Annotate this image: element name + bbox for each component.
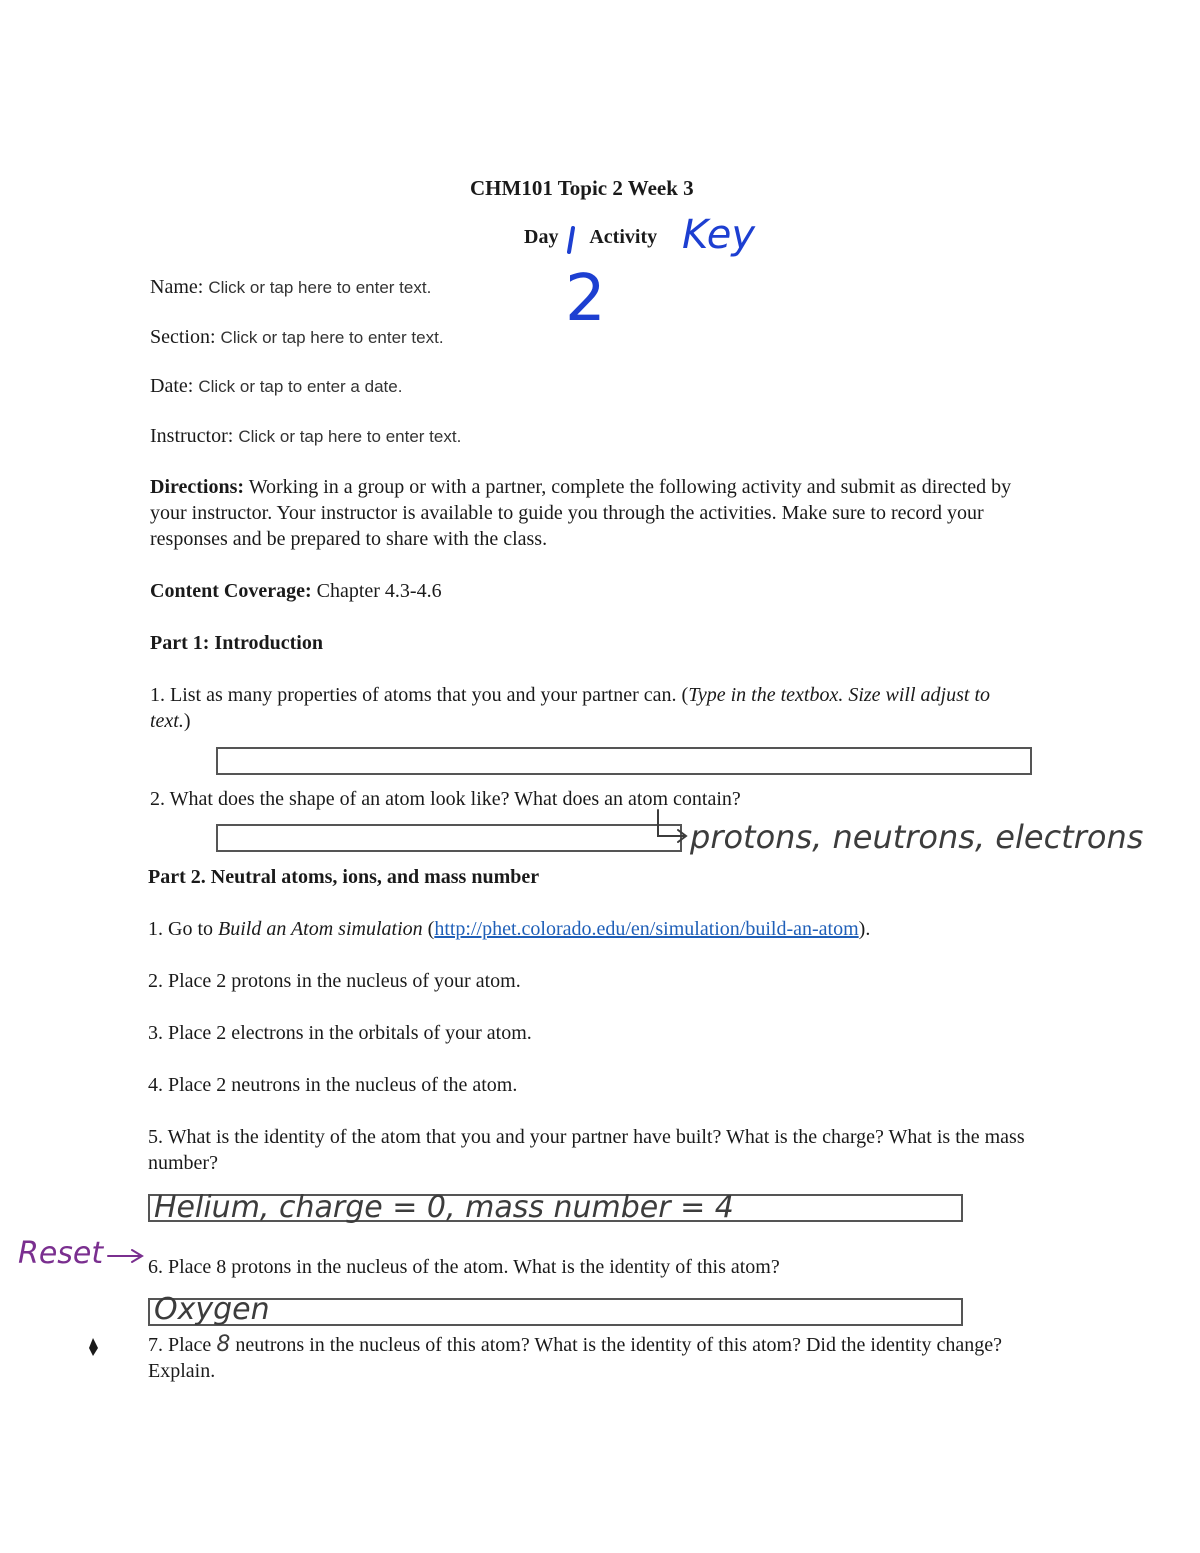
page-title: CHM101 Topic 2 Week 3 [470,176,694,200]
part2-q6-answer-box[interactable] [148,1298,963,1326]
content-coverage [150,578,442,604]
handwritten-arrow-icon [652,808,692,848]
part2-heading: Part 2. Neutral atoms, ions, and mass number [148,866,540,888]
handwritten-q2-answer: protons, neutrons, electrons [690,818,1144,856]
name-input[interactable]: Click or tap here to enter text. [208,278,432,297]
handwritten-q5-answer: Helium, charge = 0, mass number = 4 [154,1190,734,1225]
part1-heading: Part 1: Introduction [150,632,323,654]
handwritten-q6-answer: Oxygen [154,1292,270,1327]
part2-question5: 5. What is the identity of the atom that you and your partner have built? What is the charge? What is the mass number? [148,1126,1025,1174]
handwritten-key: Key [682,212,756,258]
name-field[interactable] [150,276,431,299]
content-coverage-text: Chapter 4.3-4.6 [316,580,442,602]
directions-text: Working in a group or with a partner, complete the following activity and submit as directed by your instructor. Your instructor is available to guide you through the activities. Make sure to record your responses and be prepared to share with the class. [150,476,1012,550]
date-field[interactable] [150,375,402,398]
simulation-link[interactable]: http://phet.colorado.edu/en/simulation/build-an-atom [434,918,859,940]
directions [150,474,1040,552]
margin-mark-icon [86,1336,100,1358]
section-input[interactable]: Click or tap here to enter text. [220,328,444,347]
part1-q2-answer-box[interactable] [216,824,682,852]
instructor-label: Instructor: [150,425,234,447]
part2-question2: 2. Place 2 protons in the nucleus of your atom. [148,970,521,992]
section-label: Section: [150,326,216,348]
part2-question3: 3. Place 2 electrons in the orbitals of your atom. [148,1022,532,1044]
part2-q1-italic: Build an Atom simulation [218,918,423,940]
handwritten-day-number: 2 [565,262,606,336]
part2-question1 [148,916,870,942]
part1-question2: 2. What does the shape of an atom look like? What does an atom contain? [150,788,741,810]
part2-q1-open: ( [422,918,435,940]
part2-question6: 6. Place 8 protons in the nucleus of the atom. What is the identity of this atom? [148,1256,780,1278]
instructor-field[interactable] [150,425,461,448]
part2-q7-a: 7. Place [148,1334,217,1356]
section-field[interactable] [150,326,444,349]
part1-q1-answer-box[interactable] [216,747,1032,775]
name-label: Name: [150,276,204,298]
part2-q1-close: ). [858,918,871,940]
part1-question1 [150,682,1030,734]
handwritten-reset: Reset [18,1236,104,1271]
instructor-input[interactable]: Click or tap here to enter text. [238,427,462,446]
activity-word: Activity [589,226,658,248]
content-coverage-label: Content Coverage: [150,580,312,602]
date-label: Date: [150,375,194,397]
part2-question7 [148,1332,1038,1384]
part2-q1-prefix: 1. Go to [148,918,218,940]
part2-question4: 4. Place 2 neutrons in the nucleus of the atom. [148,1074,518,1096]
day-word: Day [524,226,559,248]
directions-label: Directions: [150,476,245,498]
part1-q1-text: 1. List as many properties of atoms that you and your partner can. ( [150,684,689,706]
day-label [524,226,657,249]
part2-q7-b: neutrons in the nucleus of this atom? What is the identity of this atom? Did the identity change? Explain. [148,1334,1002,1382]
handwritten-q7-number: 8 [216,1332,231,1357]
part1-q1-close: ) [183,710,191,732]
part1-q1-italic: Type in the textbox. Size will adjust to text. [150,684,990,732]
handwritten-reset-note [18,1236,103,1271]
date-input[interactable]: Click or tap to enter a date. [198,377,403,396]
reset-arrow-icon [106,1246,148,1266]
day-strike-mark [564,226,578,254]
